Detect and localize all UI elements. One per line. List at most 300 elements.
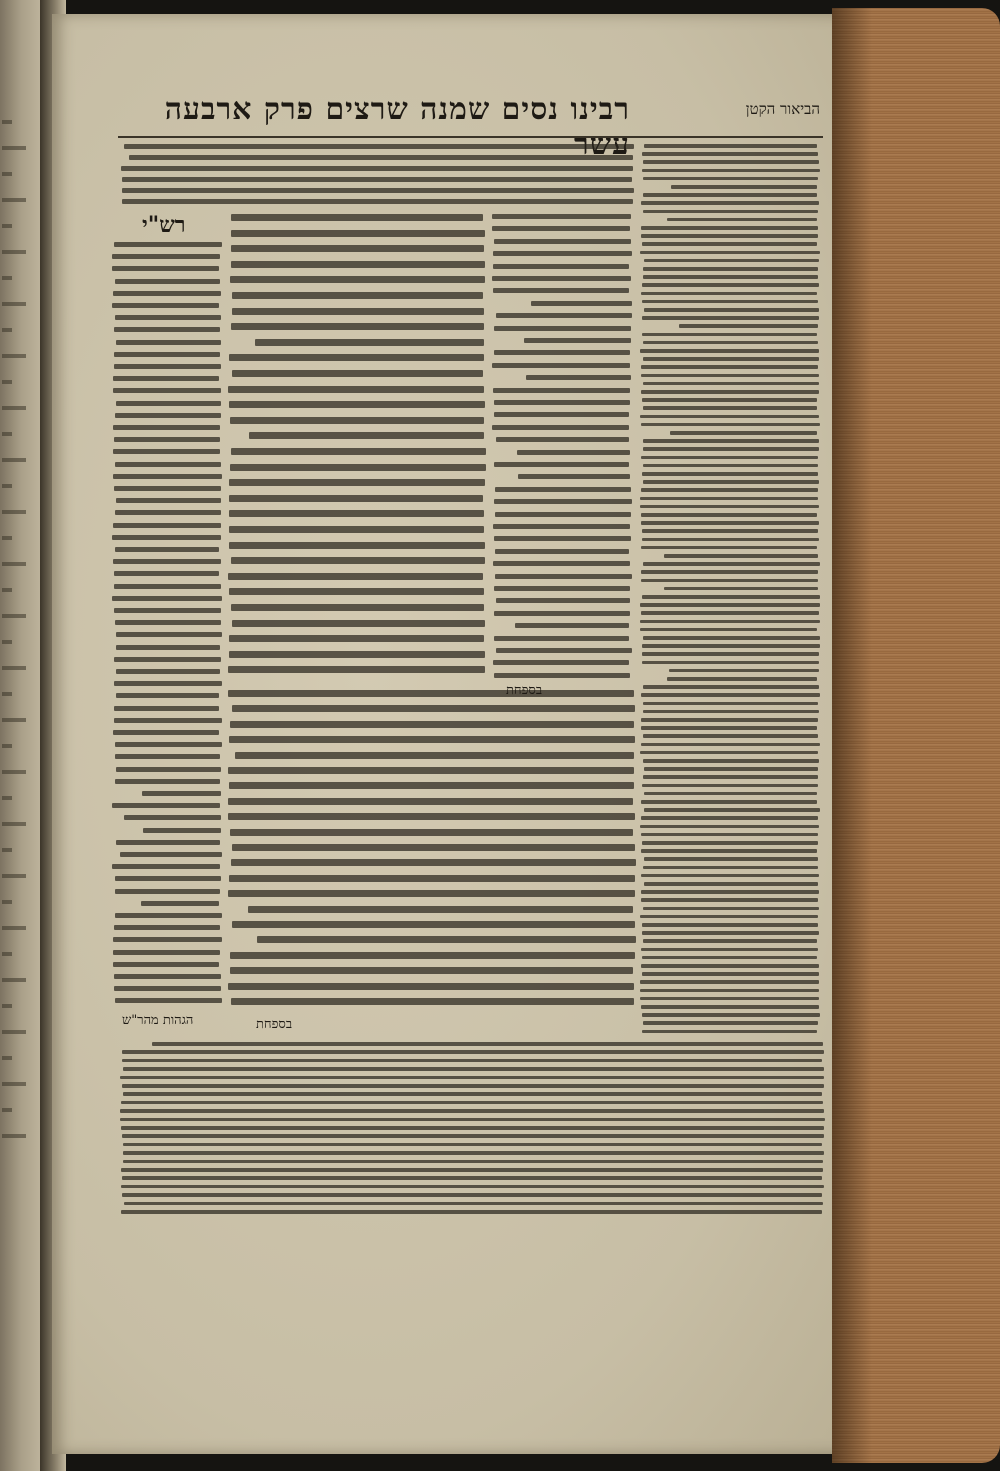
text-line — [2, 614, 26, 618]
text-line — [113, 291, 221, 296]
text-line — [496, 313, 632, 318]
text-line — [116, 669, 220, 674]
text-line — [2, 536, 12, 540]
text-line — [494, 326, 631, 331]
text-line — [642, 644, 820, 648]
text-line — [249, 432, 484, 439]
text-line — [116, 767, 221, 772]
text-line — [642, 283, 819, 287]
text-line — [121, 1126, 824, 1130]
text-line — [2, 562, 26, 566]
main-text-lower-catchword: בספחת — [256, 1017, 293, 1032]
text-line — [113, 523, 221, 528]
text-line — [642, 169, 820, 173]
text-line — [113, 950, 220, 955]
text-line — [641, 201, 819, 205]
text-line — [642, 652, 819, 656]
text-line — [2, 978, 26, 982]
text-line — [114, 608, 221, 613]
text-line — [2, 822, 26, 826]
text-line — [494, 400, 630, 405]
text-line — [641, 374, 819, 378]
text-line — [494, 611, 630, 616]
text-line — [640, 980, 819, 984]
text-line — [493, 251, 632, 256]
text-line — [492, 276, 631, 281]
text-line — [116, 645, 220, 650]
text-line — [115, 779, 220, 784]
text-line — [664, 587, 818, 591]
text-line — [229, 651, 485, 658]
text-line — [492, 214, 631, 219]
text-line — [228, 573, 483, 580]
text-line — [641, 964, 819, 968]
text-line — [229, 875, 635, 882]
text-line — [114, 486, 221, 491]
text-line — [2, 744, 12, 748]
text-line — [114, 681, 222, 686]
text-line — [644, 767, 818, 771]
text-line — [228, 690, 634, 697]
text-line — [115, 876, 221, 881]
text-line — [231, 448, 486, 455]
text-line — [643, 464, 818, 468]
text-line — [640, 825, 819, 829]
text-line — [641, 521, 819, 525]
text-line — [493, 660, 629, 665]
text-line — [115, 913, 222, 918]
text-line — [641, 726, 817, 730]
text-line — [231, 604, 484, 611]
text-line — [643, 406, 817, 410]
text-line — [517, 450, 630, 455]
text-line — [2, 770, 26, 774]
text-line — [115, 462, 221, 467]
text-line — [228, 666, 485, 673]
text-line — [492, 425, 629, 430]
text-line — [122, 188, 634, 193]
text-line — [671, 185, 817, 189]
text-line — [231, 261, 485, 268]
text-line — [122, 1193, 822, 1197]
text-line — [2, 952, 12, 956]
text-line — [232, 921, 635, 928]
text-line — [2, 900, 12, 904]
text-line — [642, 784, 818, 788]
text-line — [122, 1134, 824, 1138]
text-line — [643, 357, 819, 361]
text-line — [641, 693, 820, 697]
text-line — [230, 829, 633, 836]
text-line — [122, 1059, 822, 1063]
text-line — [642, 1030, 817, 1034]
text-line — [141, 901, 219, 906]
text-line — [641, 292, 817, 296]
text-line — [116, 401, 221, 406]
text-line — [142, 791, 221, 796]
text-line — [115, 889, 220, 894]
text-line — [229, 479, 485, 486]
text-line — [112, 803, 220, 808]
text-line — [640, 620, 820, 624]
text-line — [112, 535, 221, 540]
text-line — [641, 611, 819, 615]
text-line — [640, 989, 819, 993]
text-line — [494, 673, 630, 678]
text-line — [231, 998, 634, 1005]
text-line — [493, 288, 629, 293]
text-line — [115, 279, 220, 284]
text-line — [112, 254, 220, 259]
text-line — [642, 398, 817, 402]
text-line — [115, 620, 221, 625]
text-line — [2, 380, 12, 384]
text-line — [115, 742, 222, 747]
text-line — [116, 498, 221, 503]
text-line — [2, 1108, 12, 1112]
text-line — [112, 303, 219, 308]
text-line — [123, 1143, 822, 1147]
text-line — [2, 224, 12, 228]
text-line — [494, 462, 629, 467]
text-line — [641, 365, 818, 369]
text-line — [229, 542, 485, 549]
text-line — [2, 198, 26, 202]
text-line — [230, 721, 634, 728]
middle-commentary-text — [492, 212, 632, 682]
text-line — [115, 510, 221, 515]
text-line — [124, 1202, 823, 1206]
text-line — [643, 341, 818, 345]
text-line — [493, 388, 630, 393]
text-line — [679, 324, 818, 328]
text-line — [2, 848, 12, 852]
text-line — [643, 562, 820, 566]
text-line — [496, 437, 629, 442]
text-line — [641, 234, 818, 238]
text-line — [642, 472, 818, 476]
text-line — [229, 782, 634, 789]
text-line — [641, 743, 820, 747]
text-line — [122, 199, 633, 204]
main-text-upper — [228, 212, 486, 682]
text-line — [123, 1067, 824, 1071]
text-line — [493, 524, 630, 529]
text-line — [2, 120, 12, 124]
text-line — [524, 338, 631, 343]
text-line — [641, 390, 819, 394]
text-line — [642, 661, 819, 665]
text-line — [641, 800, 817, 804]
text-line — [121, 1168, 823, 1172]
text-line — [495, 549, 629, 554]
text-line — [229, 401, 485, 408]
text-line — [231, 323, 484, 330]
text-line — [116, 340, 221, 345]
text-line — [114, 327, 220, 332]
text-line — [643, 193, 817, 197]
text-line — [231, 214, 483, 221]
text-line — [642, 333, 817, 337]
text-line — [124, 144, 634, 149]
text-line — [228, 983, 634, 990]
text-line — [642, 1013, 820, 1017]
text-line — [640, 603, 820, 607]
text-line — [643, 775, 818, 779]
text-line — [248, 906, 633, 913]
text-line — [495, 487, 631, 492]
text-line — [114, 242, 222, 247]
text-line — [642, 242, 817, 246]
bottom-notes-text — [120, 1040, 825, 1218]
text-line — [257, 936, 636, 943]
text-line — [114, 364, 221, 369]
text-line — [120, 852, 222, 857]
text-line — [640, 505, 819, 509]
text-line — [232, 292, 483, 299]
text-line — [2, 146, 26, 150]
text-line — [115, 315, 221, 320]
text-line — [2, 250, 26, 254]
text-line — [643, 275, 818, 279]
text-line — [113, 388, 221, 393]
text-line — [116, 840, 220, 845]
text-line — [114, 986, 221, 991]
text-line — [643, 939, 817, 943]
text-line — [641, 1005, 819, 1009]
text-line — [641, 874, 819, 878]
text-line — [230, 464, 486, 471]
text-line — [515, 623, 629, 628]
text-line — [122, 1176, 822, 1180]
text-line — [642, 300, 818, 304]
text-line — [2, 406, 26, 410]
text-line — [2, 640, 12, 644]
text-line — [115, 547, 219, 552]
text-line — [496, 648, 632, 653]
text-line — [640, 251, 820, 255]
text-line — [114, 718, 222, 723]
header-rule — [118, 136, 823, 138]
text-line — [644, 144, 817, 148]
text-line — [644, 259, 819, 263]
text-line — [492, 226, 630, 231]
text-line — [228, 386, 484, 393]
text-line — [121, 1185, 824, 1189]
text-line — [122, 1084, 824, 1088]
text-line — [643, 636, 820, 640]
text-line — [113, 559, 221, 564]
text-line — [518, 474, 630, 479]
text-line — [114, 437, 220, 442]
text-line — [640, 997, 819, 1001]
text-line — [642, 152, 818, 156]
text-line — [122, 177, 632, 182]
text-line — [641, 718, 818, 722]
text-line — [496, 598, 630, 603]
text-line — [121, 166, 633, 171]
text-line — [113, 937, 222, 942]
right-margin-commentary — [640, 142, 820, 1037]
text-line — [229, 588, 484, 595]
text-line — [114, 925, 220, 930]
text-line — [113, 449, 220, 454]
text-line — [643, 439, 819, 443]
text-line — [495, 512, 631, 517]
text-line — [642, 316, 819, 320]
text-line — [114, 974, 221, 979]
text-line — [526, 375, 631, 380]
text-line — [115, 754, 220, 759]
text-line — [641, 816, 818, 820]
text-line — [232, 844, 635, 851]
text-line — [492, 363, 630, 368]
text-line — [641, 898, 818, 902]
rashi-column-title: רש"י — [142, 212, 186, 238]
text-line — [640, 415, 819, 419]
text-line — [114, 352, 220, 357]
text-line — [113, 376, 219, 381]
text-line — [642, 956, 817, 960]
text-line — [143, 828, 221, 833]
text-line — [2, 432, 12, 436]
text-line — [2, 510, 26, 514]
text-line — [2, 328, 12, 332]
text-line — [123, 1092, 822, 1096]
text-line — [494, 499, 632, 504]
text-line — [255, 339, 484, 346]
text-line — [643, 210, 818, 214]
text-line — [641, 948, 818, 952]
text-line — [123, 1151, 824, 1155]
text-line — [640, 915, 818, 919]
text-line — [115, 413, 221, 418]
text-line — [493, 561, 630, 566]
text-line — [494, 412, 629, 417]
text-line — [640, 349, 819, 353]
text-line — [643, 734, 818, 738]
text-line — [123, 1160, 823, 1164]
text-line — [230, 276, 485, 283]
text-line — [121, 1101, 823, 1105]
text-line — [2, 484, 12, 488]
text-line — [232, 705, 635, 712]
text-line — [113, 962, 219, 967]
text-line — [228, 798, 633, 805]
running-label: הביאור הקטן — [745, 100, 820, 118]
text-line — [235, 752, 634, 759]
text-line — [113, 425, 220, 430]
text-line — [124, 815, 221, 820]
text-line — [494, 586, 630, 591]
text-line — [2, 588, 12, 592]
text-line — [2, 276, 12, 280]
text-line — [642, 529, 818, 533]
text-line — [531, 301, 632, 306]
text-line — [642, 923, 818, 927]
text-line — [643, 177, 818, 181]
text-line — [643, 702, 818, 706]
text-line — [116, 693, 219, 698]
text-line — [643, 907, 819, 911]
text-line — [642, 931, 819, 935]
text-line — [2, 926, 26, 930]
text-line — [112, 864, 220, 869]
text-line — [669, 669, 819, 673]
text-line — [229, 495, 483, 502]
text-line — [152, 1042, 823, 1046]
text-line — [2, 1004, 12, 1008]
text-line — [113, 474, 222, 479]
text-line — [2, 718, 26, 722]
text-line — [2, 666, 26, 670]
text-line — [670, 431, 817, 435]
text-line — [644, 882, 818, 886]
text-line — [643, 480, 819, 484]
text-line — [643, 160, 819, 164]
text-line — [231, 230, 485, 237]
text-line — [641, 488, 818, 492]
text-line — [232, 620, 485, 627]
text-line — [642, 538, 819, 542]
main-text-catchword: בספחת — [506, 683, 543, 698]
text-line — [494, 536, 631, 541]
text-line — [231, 557, 485, 564]
text-line — [643, 382, 819, 386]
text-line — [112, 266, 219, 271]
text-line — [644, 308, 819, 312]
text-line — [641, 546, 817, 550]
text-line — [232, 308, 484, 315]
rashi-catchword: הגהות מהר"ש — [122, 1013, 194, 1028]
text-line — [640, 497, 818, 501]
text-line — [120, 1076, 824, 1080]
text-line — [113, 730, 219, 735]
text-line — [230, 952, 635, 959]
text-line — [232, 370, 483, 377]
text-line — [116, 632, 222, 637]
text-line — [121, 1210, 822, 1214]
text-line — [229, 635, 484, 642]
text-line — [667, 677, 817, 681]
rashi-commentary-text — [112, 240, 222, 1010]
text-line — [495, 574, 632, 579]
text-line — [129, 155, 633, 160]
text-line — [114, 706, 219, 711]
page-header — [120, 92, 820, 132]
text-line — [2, 172, 12, 176]
text-line — [643, 685, 819, 689]
text-line — [114, 584, 221, 589]
text-line — [641, 456, 818, 460]
text-line — [640, 628, 817, 632]
text-line — [641, 833, 818, 837]
text-line — [640, 751, 818, 755]
text-line — [643, 267, 818, 271]
text-line — [664, 554, 818, 558]
text-line — [2, 1056, 12, 1060]
text-line — [494, 636, 629, 641]
text-line — [228, 767, 634, 774]
text-line — [122, 1050, 824, 1054]
text-line — [644, 857, 818, 861]
text-line — [230, 967, 633, 974]
text-line — [2, 1030, 26, 1034]
upper-commentary-text — [120, 142, 635, 207]
text-line — [114, 571, 219, 576]
text-line — [641, 226, 818, 230]
text-line — [642, 841, 818, 845]
